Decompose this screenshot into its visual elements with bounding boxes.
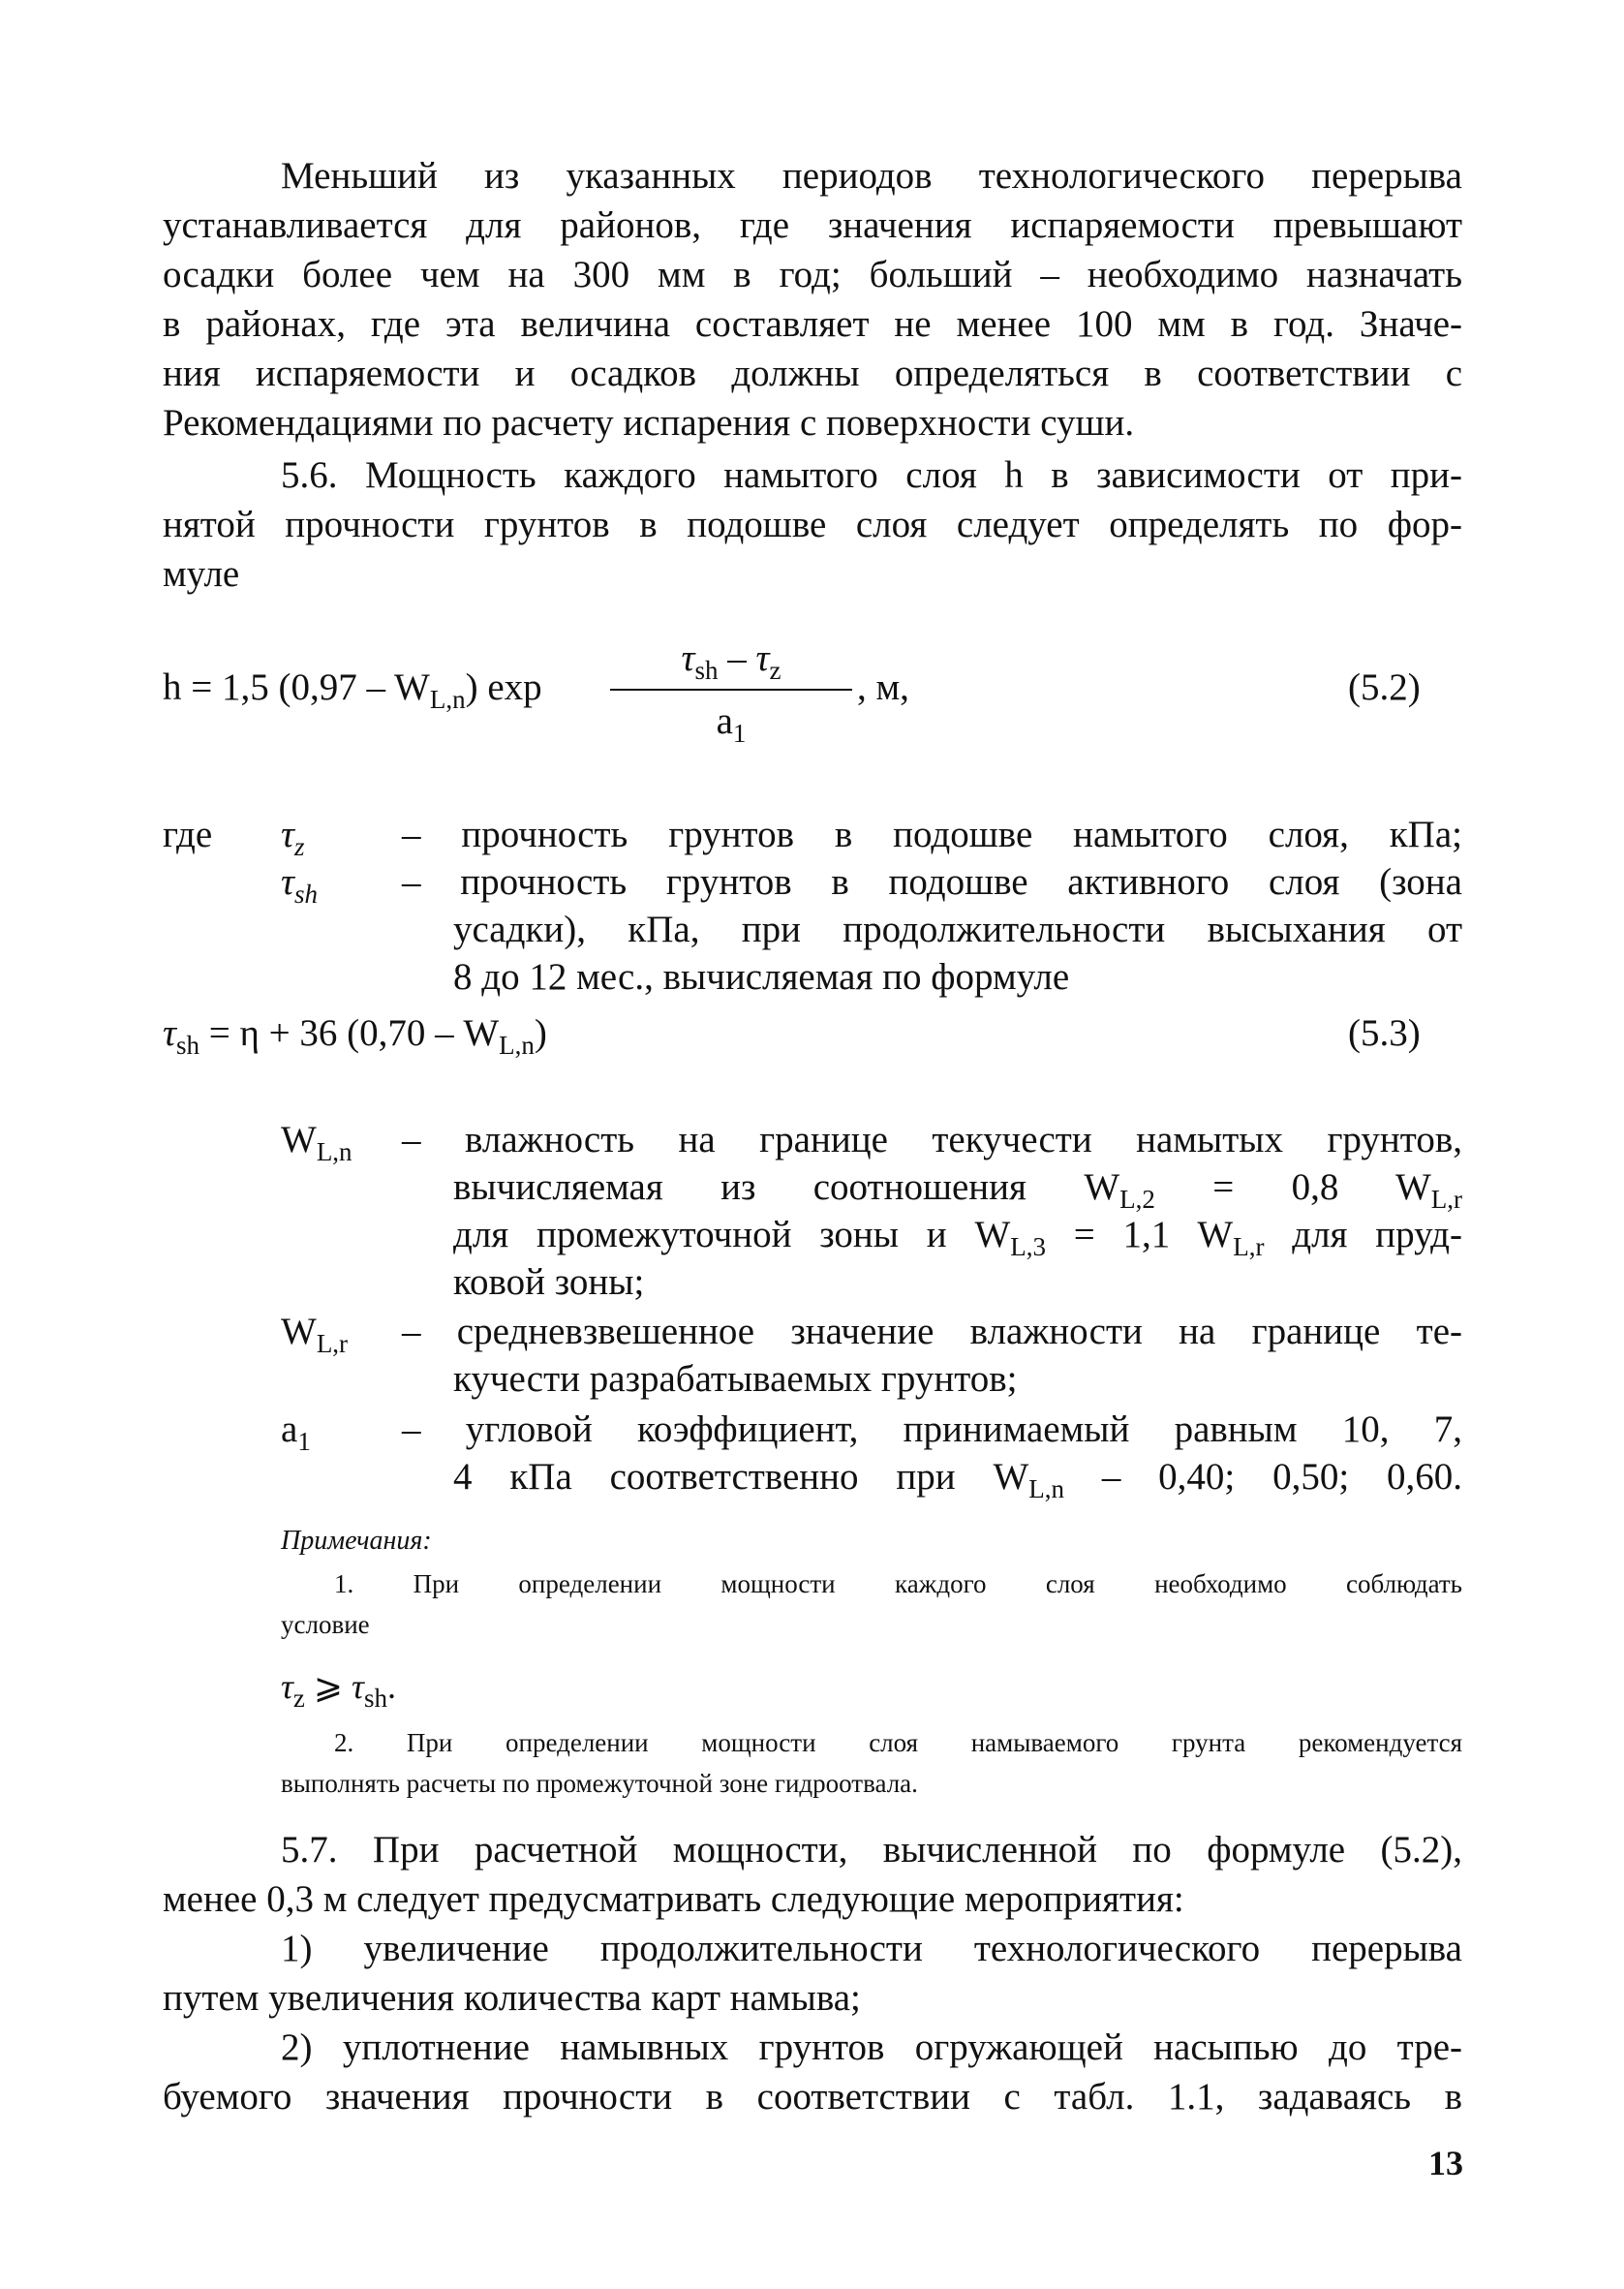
page-number: 13 bbox=[1428, 2144, 1463, 2182]
symbol-tau-z: $\tau_z$ bbox=[281, 814, 305, 861]
formula-5-3-number: (5.3) bbox=[1348, 1012, 1421, 1054]
definition-line: 8 до 12 мес., вычисляемая по формуле bbox=[453, 956, 1070, 998]
section-line: менее 0,3 м следует предусматривать следующие мероприятия: bbox=[163, 1878, 1184, 1920]
definition-line: для промежуточной зоны и $W_{L,3} = 1,1$ $W_{L,r}$ для пруд- bbox=[453, 1214, 1462, 1261]
paragraph-line: устанавливается для районов, где значения испаряемости превышают bbox=[163, 204, 1462, 246]
section-line: путем увеличения количества карт намыва; bbox=[163, 1977, 861, 2019]
definition-line: – прочность грунтов в подошве активного слоя (зона bbox=[402, 861, 1462, 903]
notes-title: Примечания: bbox=[281, 1526, 432, 1556]
formula-5-2-denominator: $a_1$ bbox=[716, 700, 747, 748]
symbol-a1: $a_1$ bbox=[281, 1408, 311, 1456]
definition-line: – угловой коэффициент, принимаемый равным 10, 7, bbox=[402, 1408, 1462, 1450]
section-line: 2) уплотнение намывных грунтов огружающей насыпью до тре- bbox=[281, 2026, 1462, 2068]
definition-line: ковой зоны; bbox=[453, 1261, 645, 1303]
section-line: буемого значения прочности в соответствии с табл. 1.1, задаваясь в bbox=[163, 2076, 1462, 2118]
formula-5-2-number: (5.2) bbox=[1348, 666, 1421, 708]
section-line: 1) увеличение продолжительности технологического перерыва bbox=[281, 1928, 1462, 1969]
formula-5-3: $\tau_{sh} = \eta + 36$ $(0,70 - W_{L,n})$ bbox=[163, 1012, 547, 1060]
section-line: 5.7. При расчетной мощности, вычисленной по формуле (5.2), bbox=[281, 1829, 1462, 1871]
section-line: нятой прочности грунтов в подошве слоя следует определять по фор- bbox=[163, 504, 1462, 545]
formula-5-2-lhs: h = 1,5 $(0,97 - W_{L,n})$ exp bbox=[163, 666, 542, 714]
definition-line: – средневзвешенное значение влажности на границе те- bbox=[402, 1311, 1462, 1352]
definition-line: 4 кПа соответственно при $W_{L,n} - 0,40$; 0,50; 0,60. bbox=[453, 1456, 1462, 1503]
note-line: выполнять расчеты по промежуточной зоне гидроотвала. bbox=[281, 1769, 918, 1798]
symbol-tau-sh: $\tau_{sh}$ bbox=[281, 861, 318, 909]
section-line: 5.6. Мощность каждого намытого слоя h в зависимости от при- bbox=[281, 454, 1462, 496]
paragraph-line: в районах, где эта величина составляет не менее 100 мм в год. Значе- bbox=[163, 303, 1462, 345]
section-line: муле bbox=[163, 553, 240, 595]
note-condition: $\tau_z$ ⩾ $\tau_{sh}$. bbox=[281, 1667, 396, 1713]
where-word: где bbox=[163, 814, 213, 855]
paragraph-line: осадки более чем на 300 мм в год; больший – необходимо назначать bbox=[163, 254, 1462, 295]
note-line: 1. При определении мощности каждого слоя необходимо соблюдать bbox=[334, 1569, 1462, 1598]
definition-line: – влажность на границе текучести намытых грунтов, bbox=[402, 1119, 1462, 1160]
paragraph-line: Рекомендациями по расчету испарения с поверхности суши. bbox=[163, 402, 1135, 444]
note-line: 2. При определении мощности слоя намываемого грунта рекомендуется bbox=[334, 1728, 1462, 1757]
definition-line: – прочность грунтов в подошве намытого слоя, кПа; bbox=[402, 814, 1462, 855]
formula-5-2-tail: , м, bbox=[857, 666, 909, 708]
symbol-wlr: $W_{L,r}$ bbox=[281, 1311, 349, 1358]
note-line: условие bbox=[281, 1610, 370, 1639]
paragraph-line: ния испаряемости и осадков должны определяться в соответствии с bbox=[163, 353, 1462, 394]
definition-line: кучести разрабатываемых грунтов; bbox=[453, 1358, 1018, 1400]
definition-line: вычисляемая из соотношения $W_{L,2} = 0,8$ $W_{L,r}$ bbox=[453, 1166, 1462, 1214]
fraction-bar bbox=[610, 689, 852, 691]
formula-5-2-numerator: $\tau_{sh} - \tau_z$ bbox=[681, 637, 781, 685]
paragraph-line: Меньший из указанных периодов технологического перерыва bbox=[281, 155, 1462, 197]
symbol-wln: $W_{L,n}$ bbox=[281, 1119, 352, 1166]
definition-line: усадки), кПа, при продолжительности высыхания от bbox=[453, 909, 1462, 950]
